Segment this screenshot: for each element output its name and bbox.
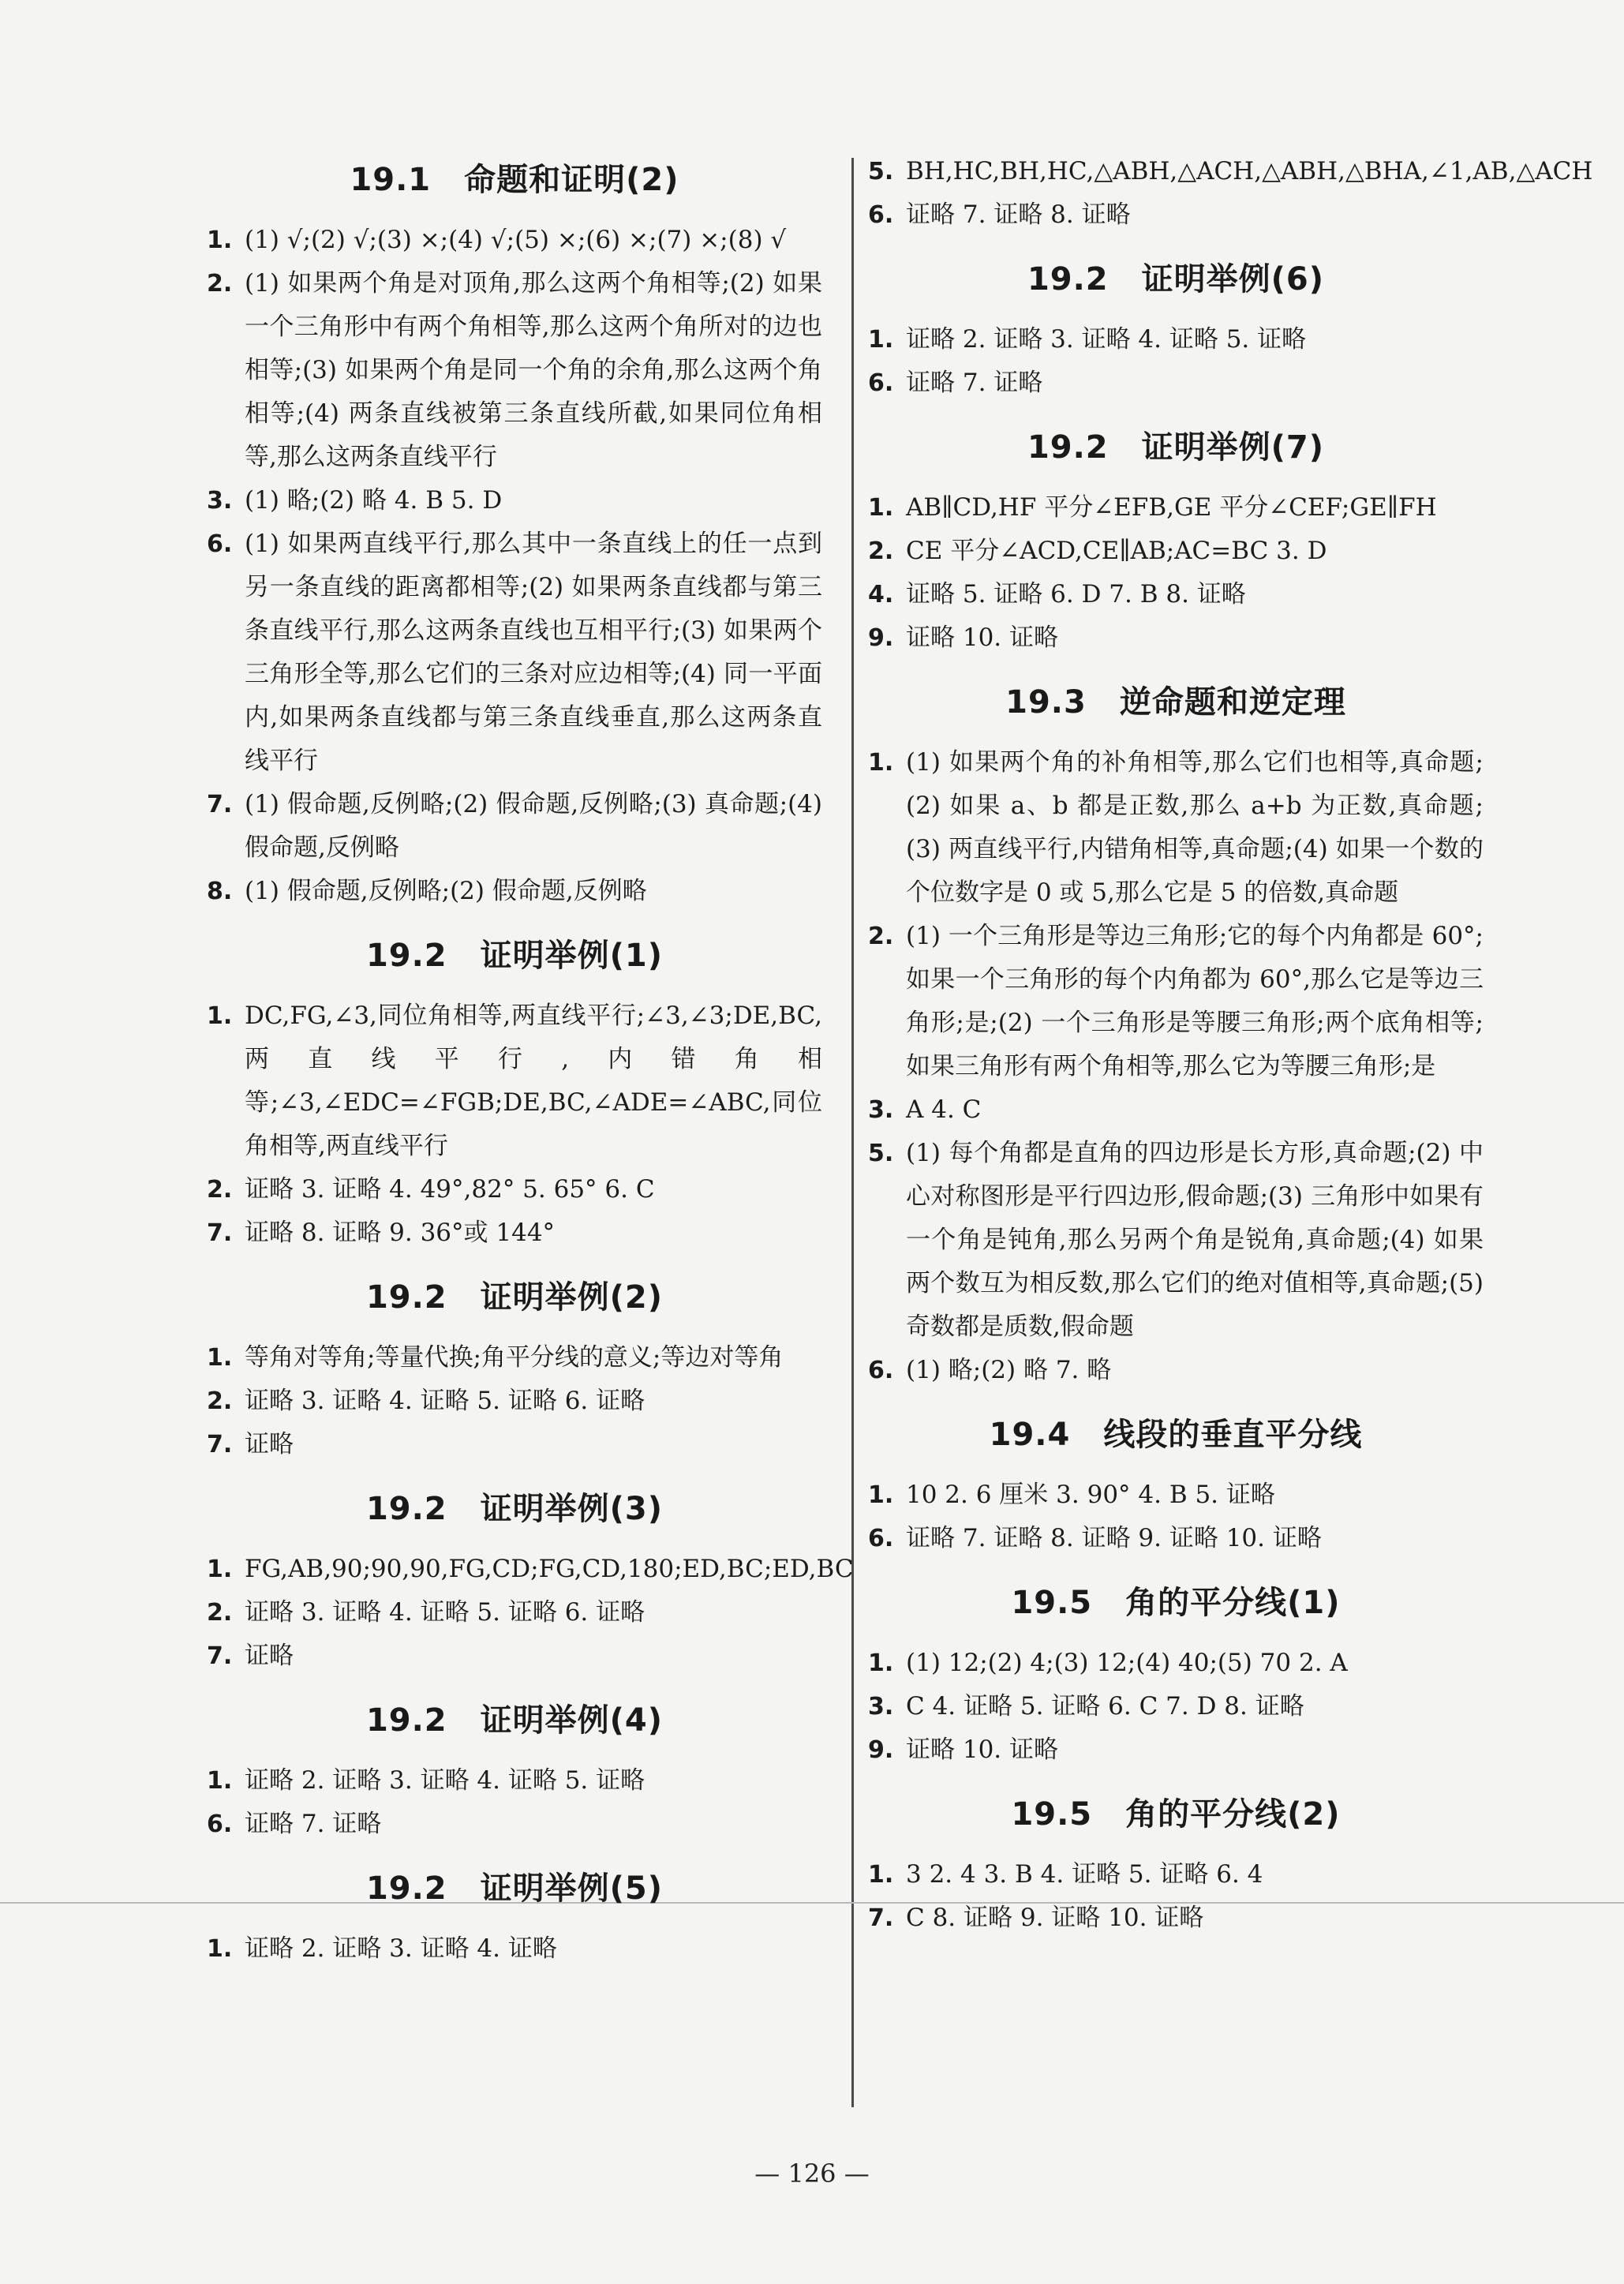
answer-item (207, 870, 822, 913)
answer-text: 证略 10. 证略 (906, 623, 1059, 652)
section-heading (207, 930, 822, 975)
column-divider (851, 158, 854, 2107)
answer-item (868, 361, 1484, 405)
answer-number: 6. (868, 369, 894, 397)
section-heading (868, 1578, 1484, 1623)
answer-number: 2. (868, 923, 894, 950)
answer-number: 6. (868, 201, 894, 229)
answer-number: 2. (207, 1599, 233, 1627)
section-heading (207, 1272, 822, 1317)
section-title: 逆命题和逆定理 (1119, 684, 1346, 721)
section-heading (207, 1484, 822, 1529)
section-title: 证明举例(5) (480, 1870, 664, 1907)
answer-number: 7. (207, 1219, 233, 1247)
answer-number: 2. (207, 1387, 233, 1415)
answer-section (868, 254, 1484, 405)
answer-number: 5. (868, 158, 894, 185)
answer-item (868, 530, 1484, 573)
answer-text: (1) 略;(2) 略 7. 略 (906, 1356, 1112, 1384)
answer-text: 证略 3. 证略 4. 49°,82° 5. 65° 6. C (245, 1175, 655, 1204)
section-title: 角的平分线(1) (1125, 1585, 1341, 1621)
answer-section (868, 1789, 1484, 1940)
answer-number: 1. (207, 1344, 233, 1372)
answer-number: 6. (868, 1525, 894, 1552)
answer-item (868, 1473, 1484, 1517)
answer-number: 4. (868, 581, 894, 608)
answer-number: 2. (868, 537, 894, 565)
answer-section (868, 422, 1484, 660)
answer-item (207, 262, 822, 479)
section-number: 19.2 (365, 1702, 447, 1739)
section-number: 19.2 (1027, 261, 1109, 298)
answer-item (207, 783, 822, 870)
answer-item (868, 1685, 1484, 1728)
answer-item (868, 741, 1484, 915)
answer-item (868, 1132, 1484, 1349)
answer-number: 1. (868, 494, 894, 522)
answer-item (207, 994, 822, 1168)
answer-number: 1. (868, 1861, 894, 1889)
section-number: 19.2 (1027, 429, 1109, 466)
section-title: 角的平分线(2) (1125, 1796, 1341, 1833)
answer-text: (1) 每个角都是直角的四边形是长方形,真命题;(2) 中心对称图形是平行四边形,假命题;(3) 三角形中如果有一个角是钝角,那么另两个角是锐角,真命题;(4) 如果两个数互为相反数,那么它们的绝对值相等,真命题;(5) 奇数都是质数,假命题 (906, 1139, 1484, 1341)
answer-item (868, 486, 1484, 530)
answer-text: (1) 12;(2) 4;(3) 12;(4) 40;(5) 70 2. A (906, 1649, 1348, 1677)
answer-text: 证略 3. 证略 4. 证略 5. 证略 6. 证略 (245, 1387, 645, 1415)
answer-item (868, 1896, 1484, 1940)
answer-section (868, 677, 1484, 1392)
answer-section (207, 1484, 854, 1678)
answer-text: (1) 如果两个角的补角相等,那么它们也相等,真命题;(2) 如果 a、b 都是正数,那么 a+b 为正数,真命题;(3) 两直线平行,内错角相等,真命题;(4) 如果一个数的个位数字是 0 或 5,那么它是 5 的倍数,真命题 (906, 748, 1484, 907)
answer-item (868, 1642, 1484, 1685)
answer-text: C 4. 证略 5. 证略 6. C 7. D 8. 证略 (906, 1692, 1304, 1720)
section-number: 19.2 (365, 1279, 447, 1316)
section-title: 证明举例(1) (480, 938, 664, 974)
answer-number: 6. (207, 530, 233, 558)
answer-number: 1. (868, 326, 894, 354)
answer-number: 7. (207, 1642, 233, 1670)
answer-number: 1. (868, 1481, 894, 1509)
answer-text: (1) 如果两直线平行,那么其中一条直线上的任一点到另一条直线的距离都相等;(2) 如果两条直线都与第三条直线平行,那么这两条直线也互相平行;(3) 如果两个三角形全等,那么它们的三条对应边相等;(4) 同一平面内,如果两条直线都与第三条直线垂直,那么这两条直线平行 (245, 530, 822, 775)
answer-item (207, 1423, 822, 1466)
answer-number: 9. (868, 624, 894, 652)
section-number: 19.2 (365, 1870, 447, 1907)
answer-number: 1. (207, 1935, 233, 1963)
answer-item (868, 915, 1484, 1088)
answer-text: 10 2. 6 厘米 3. 90° 4. B 5. 证略 (906, 1481, 1275, 1509)
answer-text: 证略 7. 证略 (245, 1810, 382, 1838)
answer-item (207, 1634, 822, 1678)
answer-number: 7. (207, 791, 233, 818)
answer-item (868, 150, 1593, 193)
answer-text: 证略 3. 证略 4. 证略 5. 证略 6. 证略 (245, 1598, 645, 1627)
answer-text: (1) √;(2) √;(3) ×;(4) √;(5) ×;(6) ×;(7) ×;(8) √ (245, 226, 787, 254)
answer-number: 1. (868, 749, 894, 777)
section-heading (868, 422, 1484, 467)
answer-section (207, 1863, 822, 1971)
answer-item (207, 522, 822, 783)
section-title: 命题和证明(2) (464, 162, 679, 198)
page-number: — 126 — (754, 2159, 870, 2189)
section-heading (207, 1695, 822, 1740)
answer-number: 2. (207, 270, 233, 298)
answer-item (868, 1728, 1484, 1772)
answer-text: FG,AB,90;90,90,FG,CD;FG,CD,180;ED,BC;ED,BC (245, 1555, 854, 1583)
section-number: 19.1 (350, 162, 432, 198)
section-heading (207, 155, 822, 200)
answer-item (207, 1336, 822, 1380)
answer-text: 证略 5. 证略 6. D 7. B 8. 证略 (906, 580, 1246, 608)
answer-item (207, 1759, 822, 1803)
answer-number: 1. (207, 1002, 233, 1030)
answer-number: 1. (207, 227, 233, 254)
section-title: 证明举例(7) (1141, 429, 1325, 466)
answer-item (207, 1211, 822, 1255)
answer-section (868, 1578, 1484, 1772)
answer-number: 3. (868, 1693, 894, 1720)
answer-item (868, 1853, 1484, 1896)
answer-text: 证略 7. 证略 (906, 369, 1043, 397)
answer-text: 证略 2. 证略 3. 证略 4. 证略 (245, 1934, 557, 1963)
section-title: 证明举例(6) (1141, 261, 1325, 298)
answer-text: A 4. C (906, 1095, 982, 1124)
answer-text: (1) 假命题,反例略;(2) 假命题,反例略;(3) 真命题;(4) 假命题,反例略 (245, 790, 822, 862)
answer-item (207, 1591, 822, 1634)
answer-text: 证略 (245, 1642, 294, 1670)
answer-item (207, 479, 822, 522)
answer-number: 6. (207, 1810, 233, 1838)
answer-number: 5. (868, 1140, 894, 1167)
section-number: 19.2 (365, 938, 447, 974)
answer-section (868, 150, 1593, 237)
answer-item (868, 573, 1484, 616)
answer-text: CE 平分∠ACD,CE∥AB;AC=BC 3. D (906, 537, 1327, 565)
left-column (207, 150, 854, 1988)
right-column (868, 150, 1593, 1957)
answer-section (207, 1695, 822, 1846)
section-heading (868, 1410, 1484, 1455)
answer-number: 1. (868, 1649, 894, 1677)
answer-number: 7. (868, 1904, 894, 1932)
answer-number: 2. (207, 1176, 233, 1204)
section-heading (868, 1789, 1484, 1834)
answer-item (868, 318, 1484, 361)
answer-section (207, 155, 822, 913)
section-title: 线段的垂直平分线 (1103, 1417, 1363, 1453)
answer-number: 1. (207, 1767, 233, 1795)
answer-item (868, 193, 1484, 237)
answer-text: DC,FG,∠3,同位角相等,两直线平行;∠3,∠3;DE,BC,两直线平行,内错角相等;∠3,∠EDC=∠FGB;DE,BC,∠ADE=∠ABC,同位角相等,两直线平行 (245, 1002, 822, 1160)
section-heading (868, 677, 1484, 722)
answer-item (868, 1088, 1484, 1132)
answer-text: (1) 如果两个角是对顶角,那么这两个角相等;(2) 如果一个三角形中有两个角相等,那么这两个角所对的边也相等;(3) 如果两个角是同一个角的余角,那么这两个角相等;(4) 两条直线被第三条直线所截,如果同位角相等,那么这两条直线平行 (245, 269, 822, 471)
section-title: 证明举例(3) (480, 1491, 664, 1527)
answer-number: 8. (207, 878, 233, 905)
answer-text: 证略 (245, 1430, 294, 1458)
answer-item (207, 1548, 854, 1591)
answer-text: 3 2. 4 3. B 4. 证略 5. 证略 6. 4 (906, 1860, 1263, 1889)
section-title: 证明举例(2) (480, 1279, 664, 1316)
answer-text: 等角对等角;等量代换;角平分线的意义;等边对等角 (245, 1343, 784, 1372)
answer-item (207, 1168, 822, 1211)
section-number: 19.2 (365, 1491, 447, 1527)
answer-number: 9. (868, 1736, 894, 1764)
answer-text: BH,HC,BH,HC,△ABH,△ACH,△ABH,△BHA,∠1,AB,△ACH (906, 157, 1593, 185)
answer-item (207, 1803, 822, 1846)
answer-item (207, 1927, 822, 1971)
section-number: 19.3 (1005, 684, 1087, 721)
answer-number: 3. (868, 1096, 894, 1124)
answer-text: AB∥CD,HF 平分∠EFB,GE 平分∠CEF;GE∥FH (906, 493, 1437, 522)
answer-number: 6. (868, 1357, 894, 1384)
section-heading (207, 1863, 822, 1908)
answer-section (207, 930, 822, 1255)
answer-text: 证略 7. 证略 8. 证略 9. 证略 10. 证略 (906, 1524, 1322, 1552)
section-title: 证明举例(4) (480, 1702, 664, 1739)
answer-item (207, 219, 822, 262)
answer-item (868, 1517, 1484, 1560)
answer-text: 证略 10. 证略 (906, 1735, 1059, 1764)
answer-text: 证略 8. 证略 9. 36°或 144° (245, 1219, 556, 1247)
answer-section (868, 1410, 1484, 1560)
answer-item (868, 1349, 1484, 1392)
answer-item (868, 616, 1484, 660)
answer-text: (1) 一个三角形是等边三角形;它的每个内角都是 60°;如果一个三角形的每个内角都为 60°,那么它是等边三角形;是;(2) 一个三角形是等腰三角形;两个底角相等;如果三角形有两个角相等,那么它为等腰三角形;是 (906, 922, 1484, 1080)
section-number: 19.5 (1011, 1585, 1093, 1621)
answer-item (207, 1380, 822, 1423)
section-number: 19.4 (989, 1417, 1071, 1453)
section-number: 19.5 (1011, 1796, 1093, 1833)
answer-text: (1) 假命题,反例略;(2) 假命题,反例略 (245, 877, 647, 905)
answer-section (207, 1272, 822, 1466)
answer-number: 1. (207, 1556, 233, 1583)
answer-text: 证略 2. 证略 3. 证略 4. 证略 5. 证略 (245, 1766, 645, 1795)
answer-number: 3. (207, 487, 233, 515)
answer-text: 证略 2. 证略 3. 证略 4. 证略 5. 证略 (906, 325, 1307, 354)
section-heading (868, 254, 1484, 299)
answer-text: 证略 7. 证略 8. 证略 (906, 200, 1131, 229)
answer-text: C 8. 证略 9. 证略 10. 证略 (906, 1904, 1204, 1932)
answer-number: 7. (207, 1431, 233, 1458)
answer-text: (1) 略;(2) 略 4. B 5. D (245, 486, 503, 515)
